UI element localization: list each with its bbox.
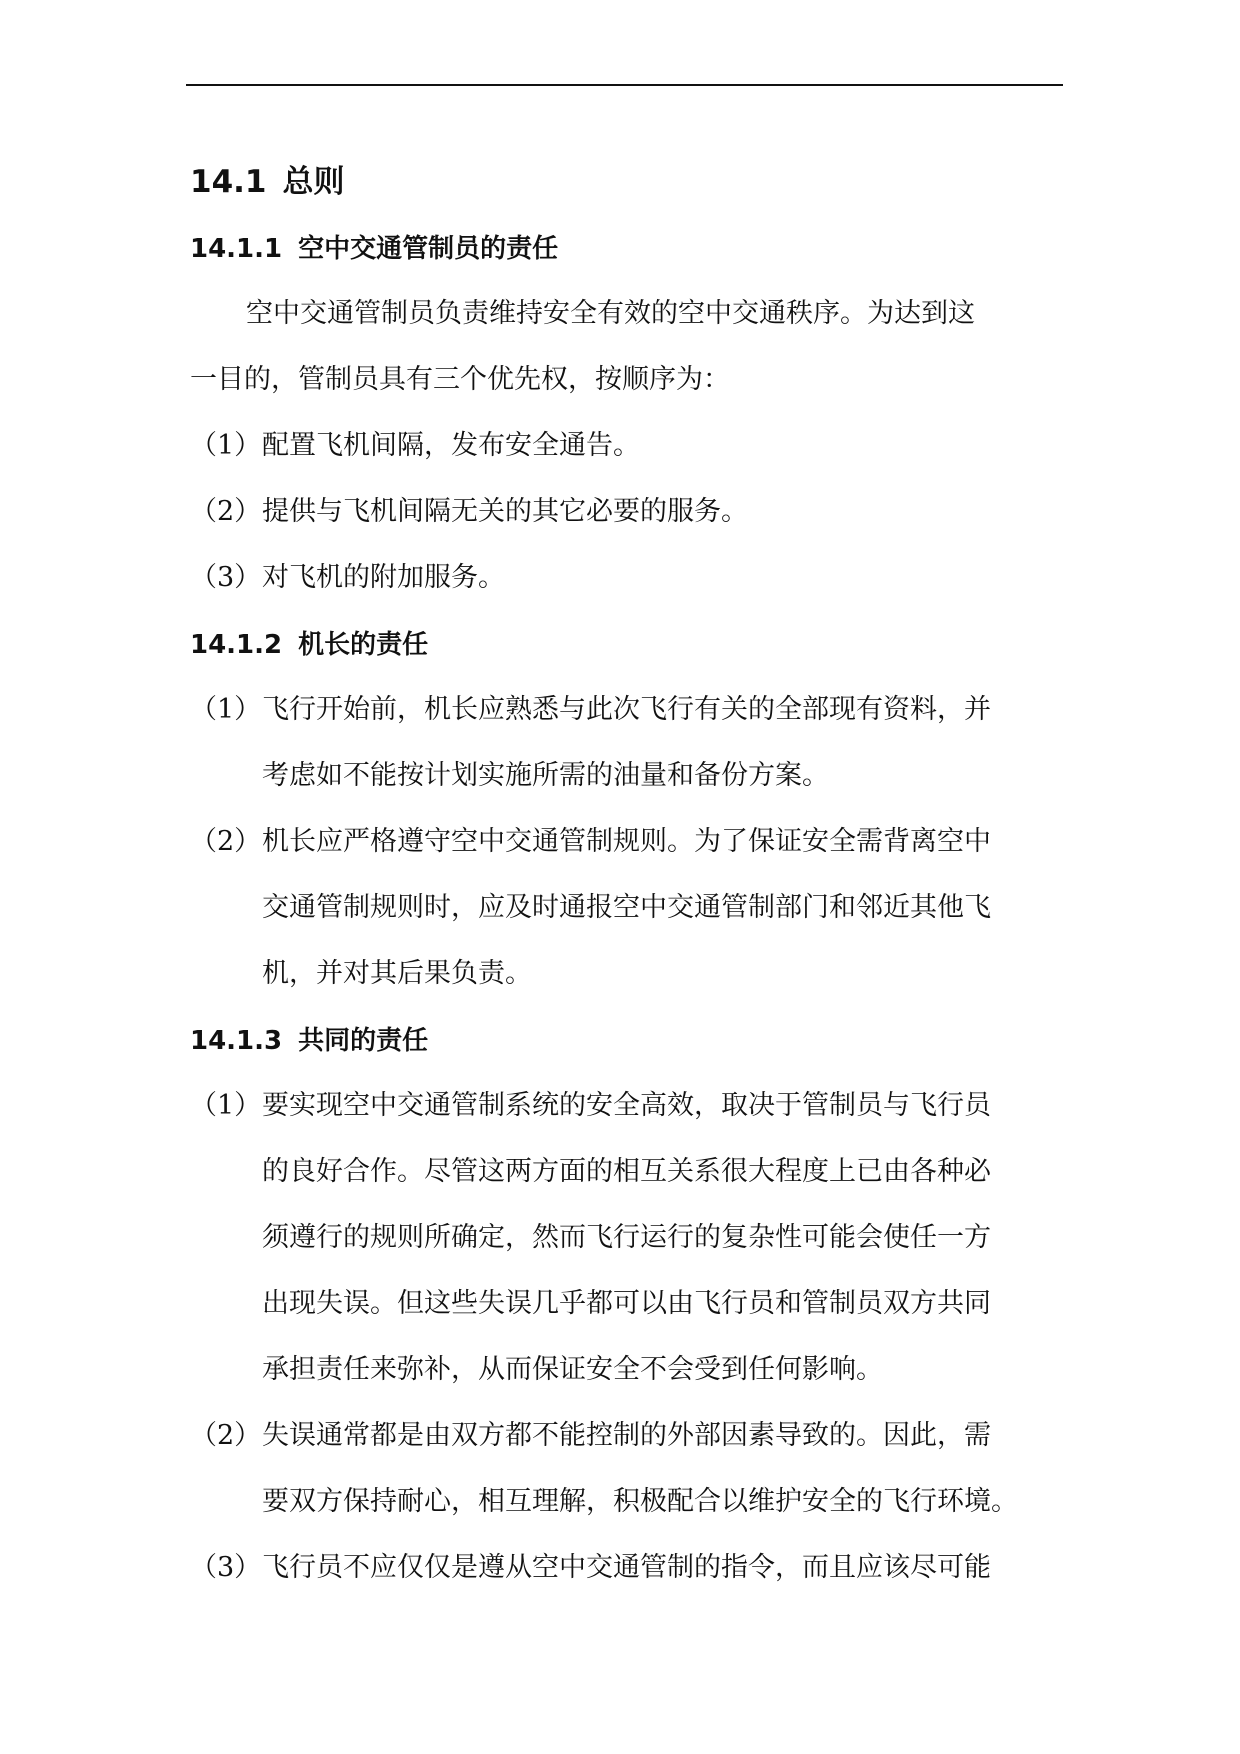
- paragraph-line: 空中交通管制员负责维持安全有效的空中交通秩序。为达到这: [246, 298, 975, 329]
- list-item-line: 要双方保持耐心，相互理解，积极配合以维护安全的飞行环境。: [262, 1486, 1018, 1517]
- subsection-number: 14.1.3: [190, 1026, 283, 1056]
- list-item-line: 机长应严格遵守空中交通管制规则。为了保证安全需背离空中: [262, 826, 991, 857]
- list-item-line: 交通管制规则时，应及时通报空中交通管制部门和邻近其他飞: [262, 892, 991, 923]
- paragraph-line: 一目的，管制员具有三个优先权，按顺序为：: [190, 364, 730, 395]
- paragraph-controller-duty: [190, 281, 1062, 413]
- list-marker: （2）: [190, 496, 262, 527]
- list-item-line: 须遵行的规则所确定，然而飞行运行的复杂性可能会使任一方: [262, 1222, 991, 1253]
- subsection-number: 14.1.1: [190, 234, 283, 264]
- list-marker: （1）: [190, 430, 262, 461]
- header-rule: [186, 84, 1063, 86]
- list-marker: （2）: [190, 826, 262, 857]
- section-heading: [190, 160, 345, 204]
- list-item-line: 配置飞机间隔，发布安全通告。: [262, 430, 640, 461]
- list-item-line: 考虑如不能按计划实施所需的油量和备份方案。: [262, 760, 829, 791]
- subsection-heading-14-1-3: [190, 1021, 428, 1061]
- subsection-number: 14.1.2: [190, 630, 283, 660]
- list-item-line: 对飞机的附加服务。: [262, 562, 505, 593]
- list-marker: （1）: [190, 694, 262, 725]
- list-marker: （3）: [190, 562, 262, 593]
- section-title: 总则: [282, 164, 345, 200]
- section-number: 14.1: [190, 164, 267, 200]
- list-item-line: 要实现空中交通管制系统的安全高效，取决于管制员与飞行员: [262, 1090, 991, 1121]
- list-item-line: 机，并对其后果负责。: [262, 958, 532, 989]
- list-item-line: 承担责任来弥补，从而保证安全不会受到任何影响。: [262, 1354, 883, 1385]
- list-marker: （1）: [190, 1090, 262, 1121]
- subsection-heading-14-1-1: [190, 229, 558, 269]
- list-item-line: 的良好合作。尽管这两方面的相互关系很大程度上已由各种必: [262, 1156, 991, 1187]
- subsection-title: 共同的责任: [298, 1026, 429, 1056]
- subsection-title: 机长的责任: [298, 630, 429, 660]
- list-marker: （3）: [190, 1552, 262, 1583]
- subsection-heading-14-1-2: [190, 625, 428, 665]
- list-item-line: 失误通常都是由双方都不能控制的外部因素导致的。因此，需: [262, 1420, 991, 1451]
- list-item-line: 飞行开始前，机长应熟悉与此次飞行有关的全部现有资料，并: [262, 694, 991, 725]
- list-item-line: 出现失误。但这些失误几乎都可以由飞行员和管制员双方共同: [262, 1288, 991, 1319]
- list-item-line: 飞行员不应仅仅是遵从空中交通管制的指令，而且应该尽可能: [262, 1552, 991, 1583]
- subsection-title: 空中交通管制员的责任: [298, 234, 559, 264]
- list-marker: （2）: [190, 1420, 262, 1451]
- list-item-line: 提供与飞机间隔无关的其它必要的服务。: [262, 496, 748, 527]
